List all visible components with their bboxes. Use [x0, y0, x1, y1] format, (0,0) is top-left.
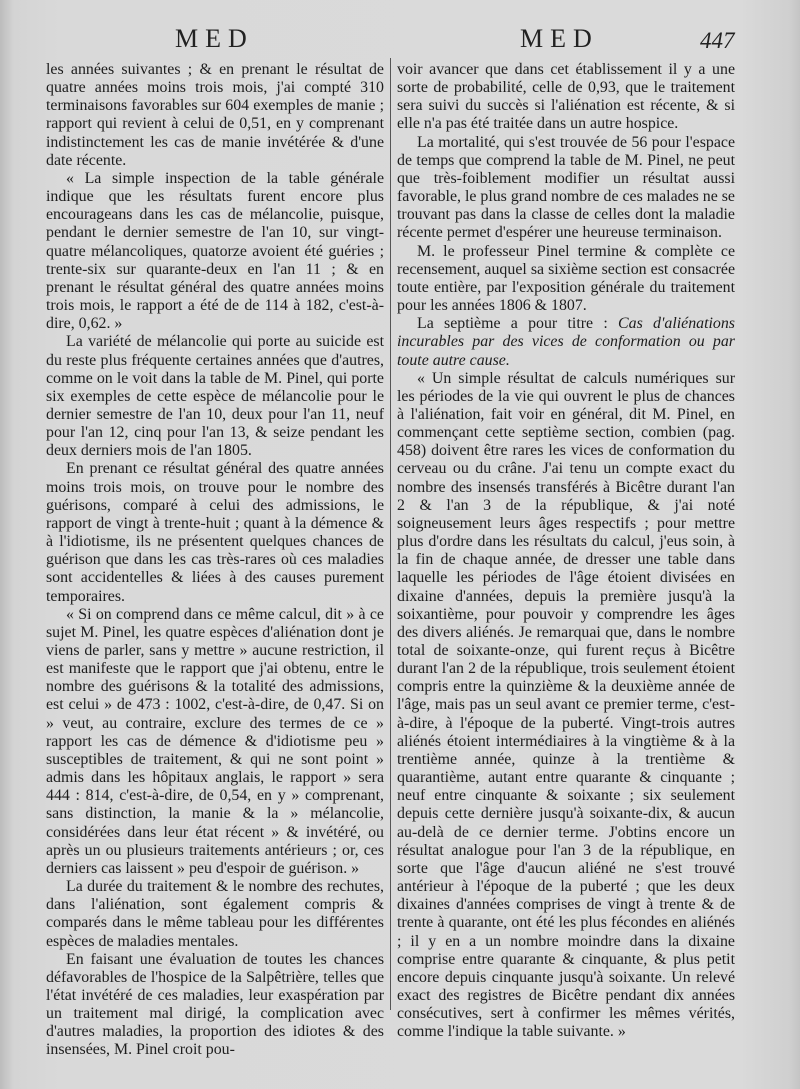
quotation-paragraph: « Si on comprend dans ce même calcul, dit » à ce sujet M. Pinel, les quatre espèces d'aliénation dont je viens de parler, sans y mettre » aucune restriction, il est manifeste que le rapport que j'ai obtenu, entre le nombre des guérisons & la totalité des admissions, est celui » de 473 : 1002, c'est-à-dire, de 0,47. Si on » veut, au contraire, exclure des termes de ce » rapport les cas de démence & d'idiotisme peu » susceptibles de traitement, & qui ne sont point » admis dans les hôpitaux anglais, le rapport » sera 444 : 814, c'est-à-dire, de 0,54, en y » comprenant, sans distinction, la manie & la » mélancolie, considérées dans leur état récent » & invétéré, ou après un ou plusieurs traitements antérieurs ; or, ces derniers cas laissent » peu d'espoir de guérison. »: [46, 605, 384, 877]
running-head-right: MED: [520, 24, 599, 53]
paragraph: La variété de mélancolie qui porte au suicide est du reste plus fréquente certaines années que d'autres, comme on le voit dans la table de M. Pinel, qui porte six exemples de cette espèce de mélancolie pour le dernier semestre de l'an 10, deux pour l'an 11, neuf pour l'an 12, cinq pour l'an 13, & seize pendant les deux derniers mois de l'an 1805.: [46, 333, 384, 460]
page-number: 447: [700, 28, 735, 53]
paragraph: voir avancer que dans cet établissement il y a une sorte de probabilité, celle de 0,93, que le traitement sera suivi du succès si l'aliénation est récente, & si elle n'a pas été traitée dans un autre hospice.: [397, 61, 735, 133]
section-title-paragraph: [397, 315, 735, 369]
column-divider: [390, 58, 391, 1010]
paragraph: M. le professeur Pinel termine & complète ce recensement, auquel sa sixième section est consacrée toute entière, par l'exposition générale du traitement pour les années 1806 & 1807.: [397, 242, 735, 315]
left-column: [46, 61, 384, 1060]
paragraph: En prenant ce résultat général des quatre années moins trois mois, on trouve pour le nombre des guérisons, comparé à celui des admissions, le rapport de vingt à trente-huit ; quant à la démence & à l'idiotisme, ils ne présentent quelques chances de guérison que dans les cas très-rares où ces maladies sont accidentelles & liées à des causes purement temporaires.: [46, 460, 384, 605]
running-head-left: MED: [175, 24, 254, 53]
paragraph: La durée du traitement & le nombre des rechutes, dans l'aliénation, sont également compris & comparés dans le même tableau pour les différentes espèces de maladies mentales.: [46, 878, 384, 950]
paragraph: En faisant une évaluation de toutes les chances défavorables de l'hospice de la Salpêtrière, telles que l'état invétéré de ces maladies, leur exaspération par un traitement mal dirigé, la complication avec d'autres maladies, la proportion des idiotes & des insensées, M. Pinel croit pou-: [46, 950, 384, 1059]
paragraph: La mortalité, qui s'est trouvée de 56 pour l'espace de temps que comprend la table de M. Pinel, ne peut que très-foiblement modifier un résultat aussi favorable, le plus grand nombre de ces malades ne se trouvant pas dans la classe de celles dont la maladie récente permet d'espérer une heureuse terminaison.: [397, 133, 735, 242]
section-title: Cas d'aliénations incurables par des vices de conformation ou par toute autre cause.: [397, 315, 735, 369]
paragraph: « La simple inspection de la table générale indique que les résultats furent encore plus encourageans dans les cas de mélancolie, puisque, pendant le dernier semestre de l'an 10, sur vingt-quatre mélancoliques, quatorze avoient été guéries ; trente-six sur quarante-deux en l'an 11 ; & en prenant le résultat général des quatre années moins trois mois, le rapport a été de de 114 à 182, c'est-à-dire, 0,62. »: [46, 169, 384, 333]
quotation-paragraph: « Un simple résultat de calculs numériques sur les périodes de la vie qui ouvrent le plus de chances à l'aliénation, fait voir en général, dit M. Pinel, en commençant cette septième section, combien (pag. 458) doivent être rares les vices de conformation du cerveau ou du crâne. J'ai tenu un compte exact du nombre des insensés transférés à Bicêtre durant l'an 2 & l'an 3 de la république, & j'ai noté soigneusement leurs âges respectifs ; pour mettre plus d'ordre dans les résultats du calcul, j'eus soin, à la fin de chaque année, de dresser une table dans laquelle les périodes de l'âge étoient divisées en dixaine d'années, depuis la première jusqu'à la soixantième, pour pouvoir y comprendre les âges des divers aliénés. Je remarquai que, dans le nombre total de soixante-onze, qui furent reçus à Bicêtre durant l'an 2 de la république, trois seulement étoient compris entre la quinzième & la deuxième année de l'âge, mais pas un seul avant ce premier terme, c'est-à-dire, à l'époque de la puberté. Vingt-trois autres aliénés étoient intermédiaires à la vingtième & à la trentième année, quinze à la trentième & quarantième, autant entre quarante & cinquante ; neuf entre cinquante & soixante ; six seulement depuis cette dernière jusqu'à soixante-dix, & aucun au-delà de ce dernier terme. J'obtins encore un résultat analogue pour l'an 3 de la république, en sorte que l'âge d'aucun aliéné ne s'est trouvé antérieur à l'époque de la puberté ; que les deux dixaines d'années comprises de vingt à trente & de trente à quarante, ont été les plus fécondes en aliénés ; il y en a un nombre moindre dans la dixaine comprise entre quarante & cinquante, & plus petit encore depuis cinquante jusqu'à soixante. Un relevé exact des registres de Bicêtre pendant dix années consécutives, sert à confirmer les mêmes vérités, comme l'indique la table suivante. »: [397, 369, 735, 1041]
section-intro: La septième a pour titre :: [417, 315, 619, 333]
paragraph: les années suivantes ; & en prenant le résultat de quatre années moins trois mois, j'ai compté 310 terminaisons favorables sur 604 exemples de manie ; rapport qui revient à celui de 0,51, en y comprenant indistinctement les cas de manie invétérée & d'une date récente.: [46, 61, 384, 169]
right-column: [397, 61, 735, 1041]
